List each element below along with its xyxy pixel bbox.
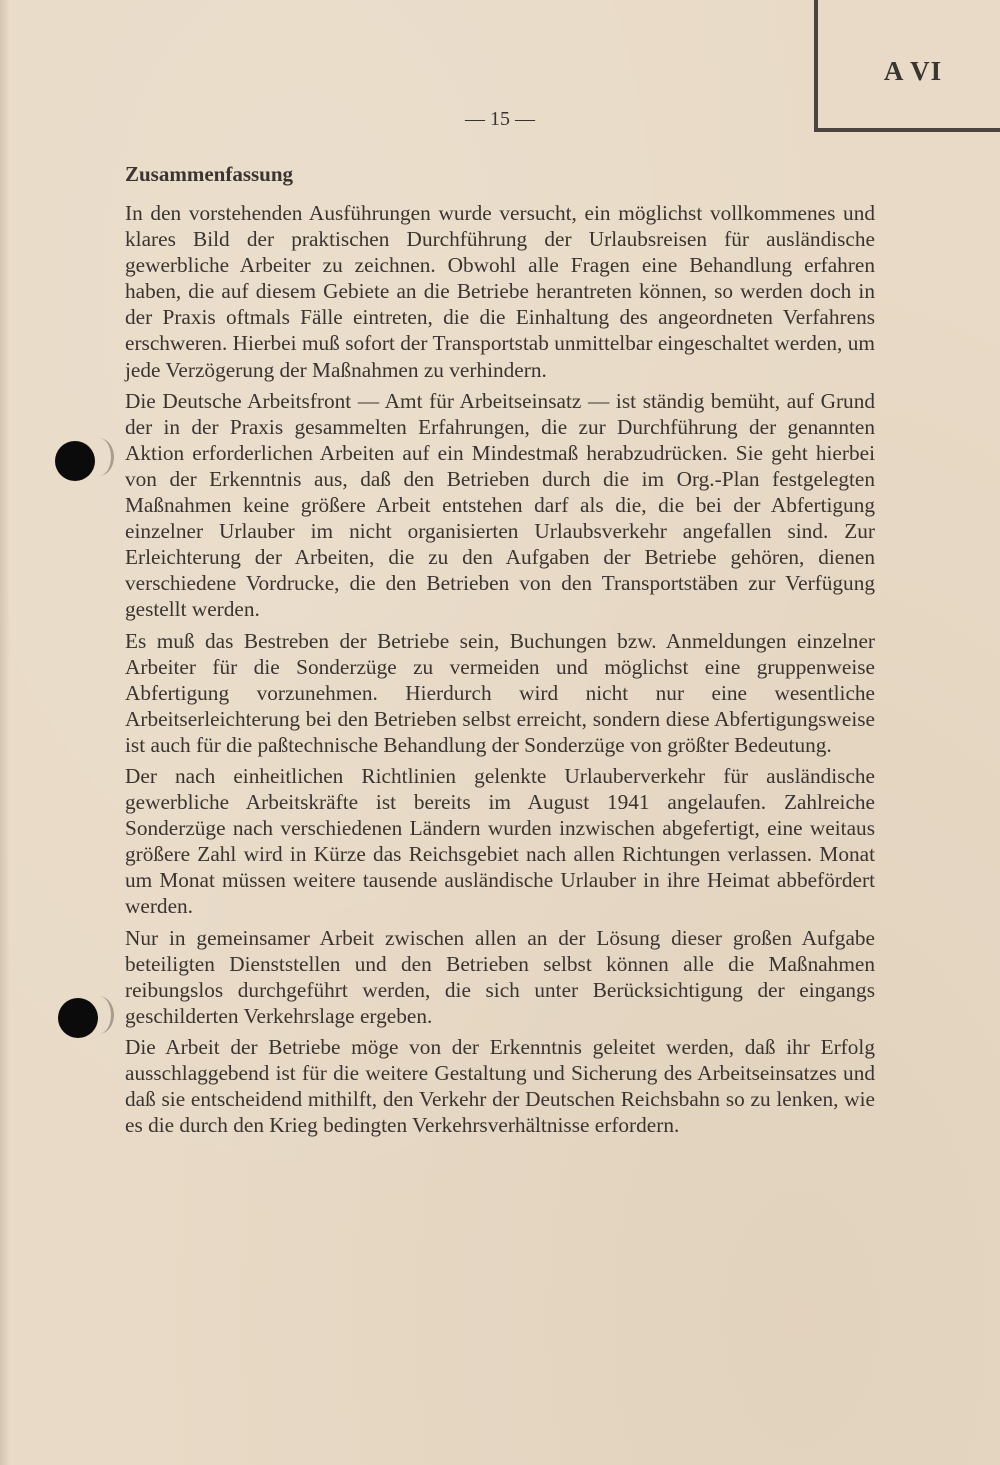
paragraph: Die Arbeit der Betriebe möge von der Erkenntnis geleitet werden, daß ihr Erfolg ausschlaggebend ist für die weitere Gestaltung und Sicherung des Arbeitseinsatzes und daß sie entscheidend mithilft, den Verkehr der Deutschen Reichsbahn so zu lenken, wie es die durch den Krieg bedingten Verkehrsverhältnisse erfordern. (125, 1034, 875, 1138)
section-heading: Zusammenfassung (125, 162, 294, 186)
page-edge (0, 0, 10, 1465)
punch-hole (55, 441, 95, 481)
paragraph: Nur in gemeinsamer Arbeit zwischen allen an der Lösung dieser großen Aufgabe beteiligten Dienststellen und den Betrieben selbst können alle die Maßnahmen reibungslos durchgeführt werden, die sich unter Berücksichtigung der eingangs geschilderten Verkehrslage ergeben. (125, 925, 875, 1028)
paragraph: Es muß das Bestreben der Betriebe sein, Buchungen bzw. Anmeldungen einzelner Arbeiter für die Sonderzüge zu vermeiden und möglichst eine gruppenweise Abfertigung vorzunehmen. Hierdurch wird nicht nur eine wesentliche Arbeitserleichterung bei den Betrieben selbst erreicht, sondern diese Abfertigungsweise ist auch für die paßtechnische Behandlung der Sonderzüge von größter Bedeutung. (125, 628, 875, 757)
paragraph: Die Deutsche Arbeitsfront — Amt für Arbeitseinsatz — ist ständig bemüht, auf Grund der in der Praxis gesammelten Erfahrungen, die zur Durchführung der genannten Aktion erforderlichen Arbeiten auf ein Mindestmaß herabzudrücken. Sie geht hierbei von der Erkenntnis aus, daß den Betrieben durch die im Org.-Plan festgelegten Maßnahmen keine größere Arbeit entstehen darf als die, die bei der Abfertigung einzelner Urlauber im nicht organisierten Urlaubsverkehr angefallen sind. Zur Erleichterung der Arbeiten, die zu den Aufgaben der Betriebe gehören, dienen verschiedene Vordrucke, die den Betrieben von den Transportstäben zur Verfügung gestellt werden. (125, 388, 875, 622)
document-body (125, 158, 875, 1143)
paragraph: Der nach einheitlichen Richtlinien gelenkte Urlauberverkehr für ausländische gewerbliche Arbeitskräfte ist bereits im August 1941 angelaufen. Zahlreiche Sonderzüge nach verschiedenen Ländern wurden inzwischen abgefertigt, eine weitaus größere Zahl wird in Kürze das Reichsgebiet nach allen Richtungen verlassen. Monat um Monat müssen weitere tausende ausländische Urlauber in ihre Heimat abbefördert werden. (125, 763, 875, 919)
section-label: A VI (883, 56, 943, 86)
punch-hole (58, 998, 98, 1038)
page-number: — 15 — (465, 108, 535, 130)
paragraph: In den vorstehenden Ausführungen wurde versucht, ein möglichst vollkommenes und klares Bild der praktischen Durchführung der Urlaubsreisen für ausländische gewerbliche Arbeiter zu zeichnen. Obwohl alle Fragen eine Behandlung erfahren haben, die auf diesem Gebiete an die Betriebe herantreten können, so werden doch in der Praxis oftmals Fälle eintreten, die die Einhaltung des angeordneten Verfahrens erschweren. Hierbei muß sofort der Transportstab unmittelbar eingeschaltet werden, um jede Verzögerung der Maßnahmen zu verhindern. (125, 201, 875, 382)
